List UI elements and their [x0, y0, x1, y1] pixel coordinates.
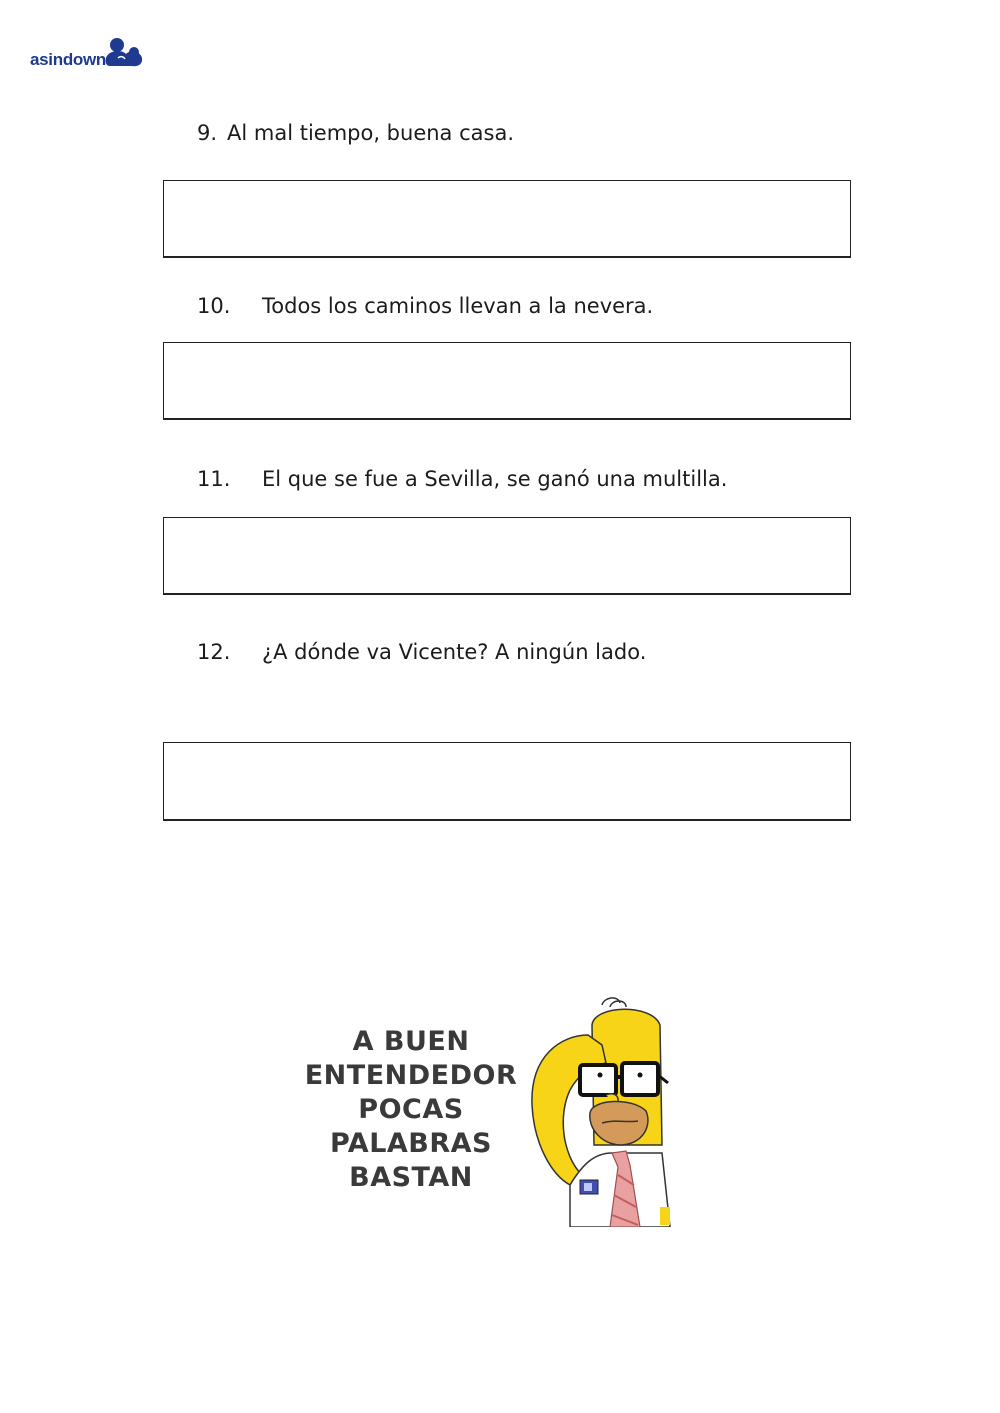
- poster-text: [300, 1025, 522, 1195]
- question-text: Al mal tiempo, buena casa.: [227, 121, 514, 145]
- logo-text: asindown: [30, 50, 106, 69]
- question-number: 10.: [197, 294, 231, 318]
- question-number: 9.: [197, 121, 218, 145]
- logo-figures-icon: [104, 36, 144, 70]
- answer-box-11[interactable]: [163, 517, 851, 595]
- question-text: Todos los caminos llevan a la nevera.: [262, 294, 654, 318]
- poster-line: ENTENDEDOR: [304, 1060, 518, 1091]
- poster-line: BASTAN: [349, 1162, 473, 1193]
- poster-line: POCAS: [358, 1094, 464, 1125]
- homer-thinking-icon: [522, 995, 672, 1227]
- answer-box-9[interactable]: [163, 180, 851, 258]
- answer-box-12[interactable]: [163, 742, 851, 821]
- poster-line: PALABRAS: [329, 1128, 493, 1159]
- question-text: ¿A dónde va Vicente? A ningún lado.: [262, 640, 647, 664]
- question-text: El que se fue a Sevilla, se ganó una multilla.: [262, 467, 728, 491]
- question-number: 12.: [197, 640, 231, 664]
- asindown-logo: [30, 30, 144, 70]
- answer-box-10[interactable]: [163, 342, 851, 420]
- poster-line: A BUEN: [352, 1026, 470, 1057]
- question-number: 11.: [197, 467, 231, 491]
- proverb-poster: [300, 995, 672, 1227]
